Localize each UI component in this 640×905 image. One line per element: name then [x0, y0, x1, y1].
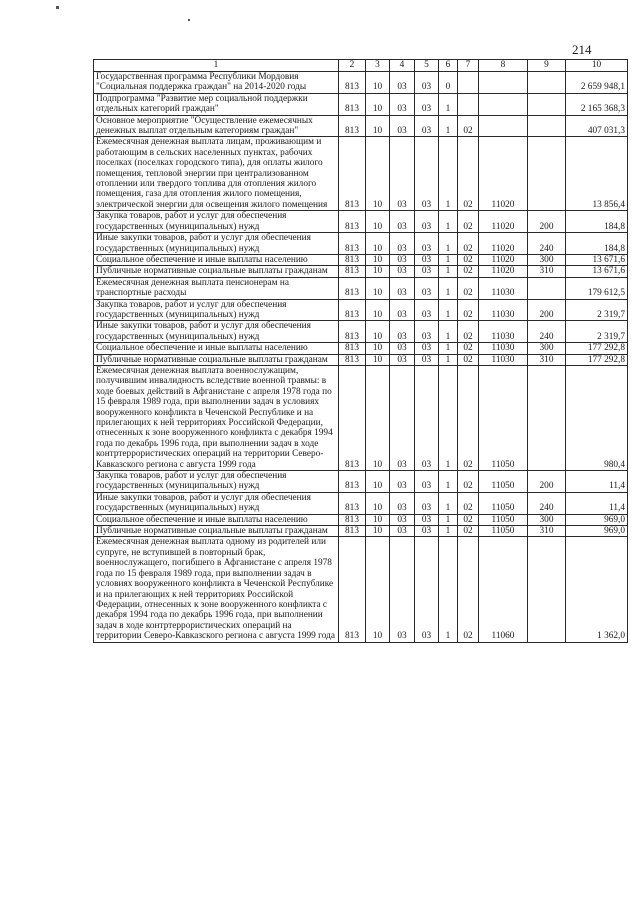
section-code: 10 — [366, 72, 390, 94]
section-code: 10 — [366, 233, 390, 255]
scan-speck — [188, 19, 190, 21]
section-code: 10 — [366, 277, 390, 299]
table-row — [94, 471, 628, 493]
row-name: Публичные нормативные социальные выплаты гражданам — [94, 266, 339, 277]
direction-code: 11050 — [479, 514, 528, 525]
subsection-code: 03 — [390, 93, 415, 115]
row-name: Закупка товаров, работ и услуг для обеспечения государственных (муниципальных) нужд — [94, 471, 339, 493]
direction-code: 11030 — [479, 299, 528, 321]
measure-code: 02 — [458, 526, 479, 537]
program-code: 03 — [415, 365, 439, 470]
expense-type-code — [528, 115, 566, 137]
program-code: 03 — [415, 471, 439, 493]
expense-type-code — [528, 93, 566, 115]
table-row — [94, 343, 628, 354]
row-sum: 2 165 368,3 — [566, 93, 628, 115]
direction-code: 11020 — [479, 233, 528, 255]
subsection-code: 03 — [390, 514, 415, 525]
row-name: Ежемесячная денежная выплата лицам, проживающим и работающим в сельских населенных пунктах, рабочих поселках (поселках городского типа), для оплаты жилого помещения, тепловой энергии при централизованном отоплении или твердого топлива для отопления жилого помещения, газа для отопления жилого помещения, электрической энергии для освещения жилого помещения — [94, 137, 339, 211]
column-header: 2 — [339, 60, 366, 72]
measure-code: 02 — [458, 354, 479, 365]
subprogram-code: 1 — [439, 354, 458, 365]
row-sum: 13 671,6 — [566, 254, 628, 265]
program-code: 03 — [415, 354, 439, 365]
direction-code — [479, 115, 528, 137]
grbs-code: 813 — [339, 137, 366, 211]
section-code: 10 — [366, 526, 390, 537]
program-code: 03 — [415, 93, 439, 115]
direction-code: 11050 — [479, 471, 528, 493]
direction-code: 11020 — [479, 254, 528, 265]
row-name: Закупка товаров, работ и услуг для обеспечения государственных (муниципальных) нужд — [94, 299, 339, 321]
table-row — [94, 354, 628, 365]
column-header: 1 — [94, 60, 339, 72]
table-row — [94, 526, 628, 537]
subprogram-code: 1 — [439, 93, 458, 115]
subprogram-code: 1 — [439, 471, 458, 493]
subsection-code: 03 — [390, 299, 415, 321]
subprogram-code: 1 — [439, 514, 458, 525]
grbs-code: 813 — [339, 343, 366, 354]
subsection-code: 03 — [390, 137, 415, 211]
grbs-code: 813 — [339, 526, 366, 537]
program-code: 03 — [415, 537, 439, 642]
table-row — [94, 365, 628, 470]
row-name: Основное мероприятие "Осуществление ежемесячных денежных выплат отдельным категориям граждан" — [94, 115, 339, 137]
row-name: Ежемесячная денежная выплата военнослужащим, получившим инвалидность вследствие военной травмы: в ходе боевых действий в Афганистане с апреля 1978 года по 15 февраля 1989 года, при выполнении задач в условиях вооруженного конфликта в Чеченской Республике и на прилегающих к ней территориях Российской Федерации, отнесенных к зоне вооруженного конфликта с декабря 1994 года по декабрь 1996 года, при выполнении задач в ходе контртеррористических операций на территории Северо-Кавказского региона с августа 1999 года — [94, 365, 339, 470]
table-row — [94, 115, 628, 137]
measure-code: 02 — [458, 321, 479, 343]
expense-type-code — [528, 537, 566, 642]
program-code: 03 — [415, 514, 439, 525]
measure-code: 02 — [458, 266, 479, 277]
grbs-code: 813 — [339, 115, 366, 137]
measure-code — [458, 72, 479, 94]
expense-type-code: 300 — [528, 343, 566, 354]
row-sum: 13 856,4 — [566, 137, 628, 211]
subsection-code: 03 — [390, 354, 415, 365]
grbs-code: 813 — [339, 299, 366, 321]
program-code: 03 — [415, 266, 439, 277]
direction-code: 11020 — [479, 266, 528, 277]
table-row — [94, 254, 628, 265]
row-sum: 11,4 — [566, 471, 628, 493]
measure-code: 02 — [458, 299, 479, 321]
subsection-code: 03 — [390, 471, 415, 493]
table-row — [94, 514, 628, 525]
row-name: Ежемесячная денежная выплата пенсионерам на транспортные расходы — [94, 277, 339, 299]
subsection-code: 03 — [390, 492, 415, 514]
grbs-code: 813 — [339, 233, 366, 255]
table-row — [94, 321, 628, 343]
row-sum: 13 671,6 — [566, 266, 628, 277]
measure-code: 02 — [458, 233, 479, 255]
grbs-code: 813 — [339, 514, 366, 525]
measure-code — [458, 93, 479, 115]
section-code: 10 — [366, 115, 390, 137]
program-code: 03 — [415, 254, 439, 265]
table-row — [94, 266, 628, 277]
row-sum: 969,0 — [566, 514, 628, 525]
row-sum: 177 292,8 — [566, 354, 628, 365]
subsection-code: 03 — [390, 365, 415, 470]
expense-type-code: 200 — [528, 299, 566, 321]
grbs-code: 813 — [339, 471, 366, 493]
measure-code: 02 — [458, 343, 479, 354]
program-code: 03 — [415, 492, 439, 514]
measure-code: 02 — [458, 514, 479, 525]
row-sum: 980,4 — [566, 365, 628, 470]
grbs-code: 813 — [339, 254, 366, 265]
direction-code: 11030 — [479, 277, 528, 299]
row-sum: 969,0 — [566, 526, 628, 537]
row-name: Иные закупки товаров, работ и услуг для обеспечения государственных (муниципальных) нужд — [94, 233, 339, 255]
table-row — [94, 72, 628, 94]
expense-type-code: 310 — [528, 526, 566, 537]
subsection-code: 03 — [390, 266, 415, 277]
grbs-code: 813 — [339, 93, 366, 115]
grbs-code: 813 — [339, 277, 366, 299]
row-sum: 2 659 948,1 — [566, 72, 628, 94]
subsection-code: 03 — [390, 343, 415, 354]
table-row — [94, 277, 628, 299]
direction-code — [479, 72, 528, 94]
row-name: Публичные нормативные социальные выплаты гражданам — [94, 354, 339, 365]
grbs-code: 813 — [339, 211, 366, 233]
subsection-code: 03 — [390, 537, 415, 642]
program-code: 03 — [415, 137, 439, 211]
program-code: 03 — [415, 526, 439, 537]
subsection-code: 03 — [390, 277, 415, 299]
column-header: 3 — [366, 60, 390, 72]
column-header: 6 — [439, 60, 458, 72]
direction-code: 11050 — [479, 492, 528, 514]
direction-code: 11030 — [479, 343, 528, 354]
section-code: 10 — [366, 254, 390, 265]
section-code: 10 — [366, 93, 390, 115]
grbs-code: 813 — [339, 354, 366, 365]
subprogram-code: 1 — [439, 115, 458, 137]
expense-type-code: 300 — [528, 514, 566, 525]
scan-speck — [56, 6, 59, 9]
row-name: Иные закупки товаров, работ и услуг для обеспечения государственных (муниципальных) нужд — [94, 321, 339, 343]
section-code: 10 — [366, 321, 390, 343]
table-row — [94, 233, 628, 255]
row-sum: 184,8 — [566, 233, 628, 255]
subsection-code: 03 — [390, 321, 415, 343]
row-name: Ежемесячная денежная выплата одному из родителей или супруге, не вступившей в повторный брак, военнослужащего, погибшего в Афганистане с апреля 1978 года по 15 февраля 1989 года, при выполнении задач в условиях вооруженного конфликта в Чеченской Республике и на прилегающих к ней территориях Российской Федерации, отнесенных к зоне вооруженного конфликта с декабря 1994 года по декабрь 1996 года, при выполнении задач в ходе контртеррористических операций на территории Северо-Кавказского региона с августа 1999 года — [94, 537, 339, 642]
direction-code: 11050 — [479, 526, 528, 537]
direction-code: 11020 — [479, 137, 528, 211]
section-code: 10 — [366, 266, 390, 277]
subprogram-code: 1 — [439, 492, 458, 514]
subsection-code: 03 — [390, 211, 415, 233]
section-code: 10 — [366, 354, 390, 365]
table-row — [94, 492, 628, 514]
measure-code: 02 — [458, 471, 479, 493]
subprogram-code: 1 — [439, 277, 458, 299]
expense-type-code: 310 — [528, 354, 566, 365]
row-sum: 407 031,3 — [566, 115, 628, 137]
grbs-code: 813 — [339, 72, 366, 94]
subprogram-code: 1 — [439, 526, 458, 537]
column-header: 9 — [528, 60, 566, 72]
grbs-code: 813 — [339, 266, 366, 277]
expense-type-code: 240 — [528, 233, 566, 255]
direction-code: 11020 — [479, 211, 528, 233]
expense-type-code — [528, 277, 566, 299]
measure-code: 02 — [458, 211, 479, 233]
direction-code: 11050 — [479, 365, 528, 470]
subprogram-code: 1 — [439, 137, 458, 211]
section-code: 10 — [366, 471, 390, 493]
subprogram-code: 1 — [439, 321, 458, 343]
table-row — [94, 93, 628, 115]
program-code: 03 — [415, 211, 439, 233]
row-name: Подпрограмма "Развитие мер социальной поддержки отдельных категорий граждан" — [94, 93, 339, 115]
column-header: 10 — [566, 60, 628, 72]
column-number-row — [94, 60, 628, 72]
row-name: Социальное обеспечение и иные выплаты населению — [94, 254, 339, 265]
program-code: 03 — [415, 115, 439, 137]
expense-type-code: 200 — [528, 211, 566, 233]
row-sum: 2 319,7 — [566, 299, 628, 321]
section-code: 10 — [366, 343, 390, 354]
page-number: 214 — [572, 42, 592, 57]
direction-code — [479, 93, 528, 115]
section-code: 10 — [366, 537, 390, 642]
row-name: Социальное обеспечение и иные выплаты населению — [94, 343, 339, 354]
subprogram-code: 1 — [439, 299, 458, 321]
row-sum: 177 292,8 — [566, 343, 628, 354]
subprogram-code: 1 — [439, 365, 458, 470]
direction-code: 11030 — [479, 321, 528, 343]
subsection-code: 03 — [390, 254, 415, 265]
expense-type-code: 300 — [528, 254, 566, 265]
row-name: Закупка товаров, работ и услуг для обеспечения государственных (муниципальных) нужд — [94, 211, 339, 233]
grbs-code: 813 — [339, 365, 366, 470]
row-sum: 11,4 — [566, 492, 628, 514]
budget-table — [93, 59, 628, 643]
row-sum: 1 362,0 — [566, 537, 628, 642]
subsection-code: 03 — [390, 526, 415, 537]
grbs-code: 813 — [339, 492, 366, 514]
expense-type-code: 240 — [528, 492, 566, 514]
subprogram-code: 1 — [439, 233, 458, 255]
expense-type-code: 310 — [528, 266, 566, 277]
expense-type-code: 200 — [528, 471, 566, 493]
subsection-code: 03 — [390, 115, 415, 137]
expense-type-code — [528, 72, 566, 94]
program-code: 03 — [415, 299, 439, 321]
subprogram-code: 1 — [439, 343, 458, 354]
section-code: 10 — [366, 137, 390, 211]
program-code: 03 — [415, 343, 439, 354]
column-header: 8 — [479, 60, 528, 72]
section-code: 10 — [366, 365, 390, 470]
program-code: 03 — [415, 277, 439, 299]
column-header: 4 — [390, 60, 415, 72]
section-code: 10 — [366, 492, 390, 514]
direction-code: 11030 — [479, 354, 528, 365]
table-row — [94, 137, 628, 211]
section-code: 10 — [366, 299, 390, 321]
row-name: Государственная программа Республики Мордовия "Социальная поддержка граждан" на 2014-2020 годы — [94, 72, 339, 94]
expense-type-code: 240 — [528, 321, 566, 343]
subprogram-code: 1 — [439, 537, 458, 642]
program-code: 03 — [415, 72, 439, 94]
column-header: 7 — [458, 60, 479, 72]
subprogram-code: 0 — [439, 72, 458, 94]
grbs-code: 813 — [339, 537, 366, 642]
row-sum: 2 319,7 — [566, 321, 628, 343]
expense-type-code — [528, 137, 566, 211]
measure-code: 02 — [458, 492, 479, 514]
measure-code: 02 — [458, 277, 479, 299]
subprogram-code: 1 — [439, 254, 458, 265]
direction-code: 11060 — [479, 537, 528, 642]
row-sum: 184,8 — [566, 211, 628, 233]
section-code: 10 — [366, 211, 390, 233]
program-code: 03 — [415, 321, 439, 343]
program-code: 03 — [415, 233, 439, 255]
section-code: 10 — [366, 514, 390, 525]
measure-code: 02 — [458, 365, 479, 470]
measure-code: 02 — [458, 137, 479, 211]
measure-code: 02 — [458, 115, 479, 137]
subsection-code: 03 — [390, 233, 415, 255]
row-name: Публичные нормативные социальные выплаты гражданам — [94, 526, 339, 537]
column-header: 5 — [415, 60, 439, 72]
table-row — [94, 299, 628, 321]
subprogram-code: 1 — [439, 266, 458, 277]
row-name: Социальное обеспечение и иные выплаты населению — [94, 514, 339, 525]
subprogram-code: 1 — [439, 211, 458, 233]
row-sum: 179 612,5 — [566, 277, 628, 299]
table-row — [94, 211, 628, 233]
table-row — [94, 537, 628, 642]
expense-type-code — [528, 365, 566, 470]
row-name: Иные закупки товаров, работ и услуг для обеспечения государственных (муниципальных) нужд — [94, 492, 339, 514]
grbs-code: 813 — [339, 321, 366, 343]
subsection-code: 03 — [390, 72, 415, 94]
measure-code: 02 — [458, 254, 479, 265]
measure-code: 02 — [458, 537, 479, 642]
